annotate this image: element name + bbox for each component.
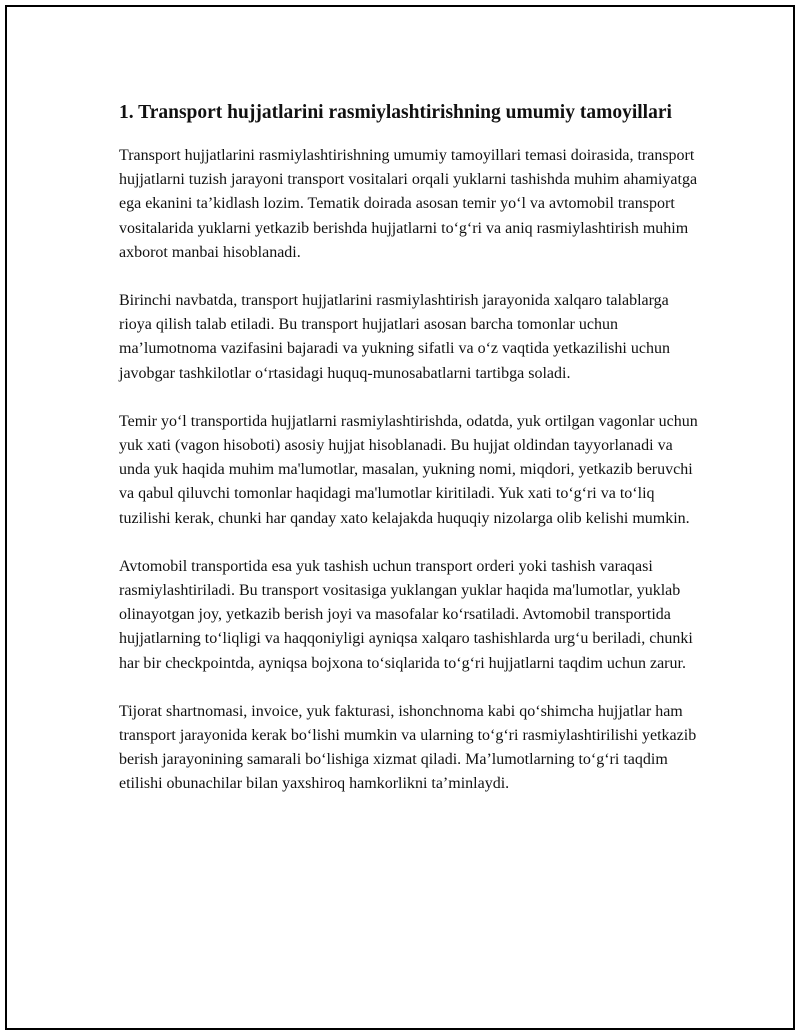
paragraph-3: Temir yoʻl transportida hujjatlarni rasmiylashtirishda, odatda, yuk ortilgan vagonlar uchun yuk xati (vagon hisoboti) asosiy hujjat hisoblanadi. Bu hujjat oldindan tayyorlanadi va unda yuk haqida muhim ma'lumotlar, masalan, yukning nomi, miqdori, yetkazib beruvchi va qabul qiluvchi tomonlar haqidagi ma'lumotlar kiritiladi. Yuk xati toʻgʻri va toʻliq tuzilishi kerak, chunki har qanday xato kelajakda huquqiy nizolarga olib kelishi mumkin. — [119, 412, 698, 527]
document-body — [119, 100, 699, 821]
paragraph-5: Tijorat shartnomasi, invoice, yuk fakturasi, ishonchnoma kabi qoʻshimcha hujjatlar ham transport jarayonida kerak boʻlishi mumkin va ularning toʻgʻri rasmiylashtirilishi yetkazib berish jarayonining samarali boʻlishiga xizmat qiladi. Ma’lumotlarning toʻgʻri taqdim etilishi obunachilar bilan yaxshiroq hamkorlikni ta’minlaydi. — [119, 702, 697, 793]
paragraph-1: Transport hujjatlarini rasmiylashtirishning umumiy tamoyillari temasi doirasida, transport hujjatlarni tuzish jarayoni transport vositalari orqali yuklarni tashishda muhim ahamiyatga ega ekanini ta’kidlash lozim. Tematik doirada asosan temir yoʻl va avtomobil transport vositalarida yuklarni yetkazib berishda hujjatlarni toʻgʻri va aniq rasmiylashtirish muhim axborot manbai hisoblanadi. — [119, 147, 698, 261]
paragraph-2: Birinchi navbatda, transport hujjatlarini rasmiylashtirish jarayonida xalqaro talablarga rioya qilish talab etiladi. Bu transport hujjatlari asosan barcha tomonlar uchun ma’lumotnoma vazifasini bajaradi va yukning sifatli va oʻz vaqtida yetkazilishi uchun javobgar tashkilotlar oʻrtasidagi huquq-munosabatlarni tartibga soladi. — [119, 292, 670, 382]
paragraph-4: Avtomobil transportida esa yuk tashish uchun transport orderi yoki tashish varaqasi rasmiylashtiriladi. Bu transport vositasiga yuklangan yuklar haqida ma'lumotlar, yuklab olinayotgan joy, yetkazib berish joyi va masofalar koʻrsatiladi. Avtomobil transportida hujjatlarning toʻliqligi va haqqoniyligi ayniqsa xalqaro tashishlarda urgʻu beriladi, chunki har bir checkpointda, ayniqsa bojxona toʻsiqlarida toʻgʻri hujjatlarni taqdim uchun zarur. — [119, 557, 693, 672]
page-frame — [5, 5, 795, 1030]
section-heading: 1. Transport hujjatlarini rasmiylashtirishning umumiy tamoyillari — [119, 102, 672, 123]
